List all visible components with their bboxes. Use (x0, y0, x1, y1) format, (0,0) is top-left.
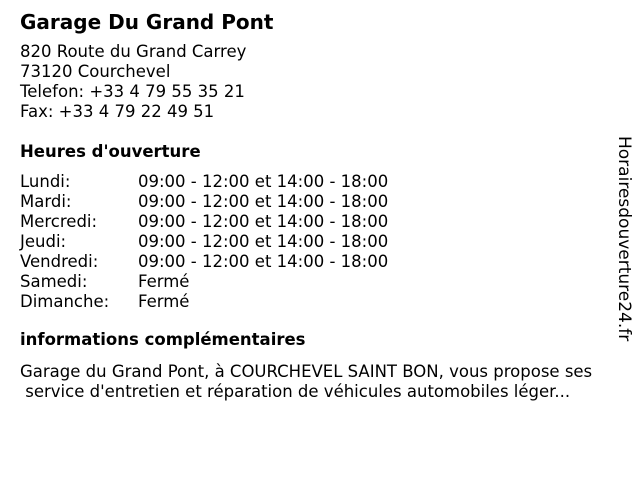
day-hours: Fermé (138, 272, 190, 291)
address-street: 820 Route du Grand Carrey (20, 42, 247, 61)
additional-info-heading: informations complémentaires (20, 330, 306, 349)
day-hours: Fermé (138, 292, 190, 311)
description-line: Garage du Grand Pont, à COURCHEVEL SAINT BON, vous propose ses (20, 362, 593, 381)
day-label: Mercredi: (20, 212, 98, 231)
opening-hours-table (20, 172, 388, 312)
day-hours: 09:00 - 12:00 et 14:00 - 18:00 (138, 192, 389, 211)
day-label: Jeudi: (20, 232, 67, 251)
day-hours: 09:00 - 12:00 et 14:00 - 18:00 (138, 232, 389, 251)
site-brand-watermark: Horairesdouverture24.fr (614, 136, 634, 342)
business-card (20, 10, 632, 402)
hours-row (20, 172, 388, 192)
day-hours: 09:00 - 12:00 et 14:00 - 18:00 (138, 212, 389, 231)
day-label: Mardi: (20, 192, 72, 211)
day-label: Vendredi: (20, 252, 99, 271)
day-hours: 09:00 - 12:00 et 14:00 - 18:00 (138, 172, 389, 191)
hours-row (20, 192, 388, 212)
hours-row (20, 272, 388, 292)
description-line: service d'entretien et réparation de véhicules automobiles léger... (20, 382, 571, 401)
day-label: Lundi: (20, 172, 71, 191)
hours-row (20, 212, 388, 232)
hours-row (20, 252, 388, 272)
additional-info-text (20, 362, 632, 402)
address-city: 73120 Courchevel (20, 62, 171, 81)
address-block (20, 42, 632, 122)
business-name: Garage Du Grand Pont (20, 10, 274, 34)
day-hours: 09:00 - 12:00 et 14:00 - 18:00 (138, 252, 389, 271)
day-label: Dimanche: (20, 292, 110, 311)
day-label: Samedi: (20, 272, 88, 291)
hours-row (20, 292, 388, 312)
opening-hours-heading: Heures d'ouverture (20, 142, 201, 161)
fax-number: Fax: +33 4 79 22 49 51 (20, 102, 215, 121)
phone-number: Telefon: +33 4 79 55 35 21 (20, 82, 245, 101)
hours-row (20, 232, 388, 252)
